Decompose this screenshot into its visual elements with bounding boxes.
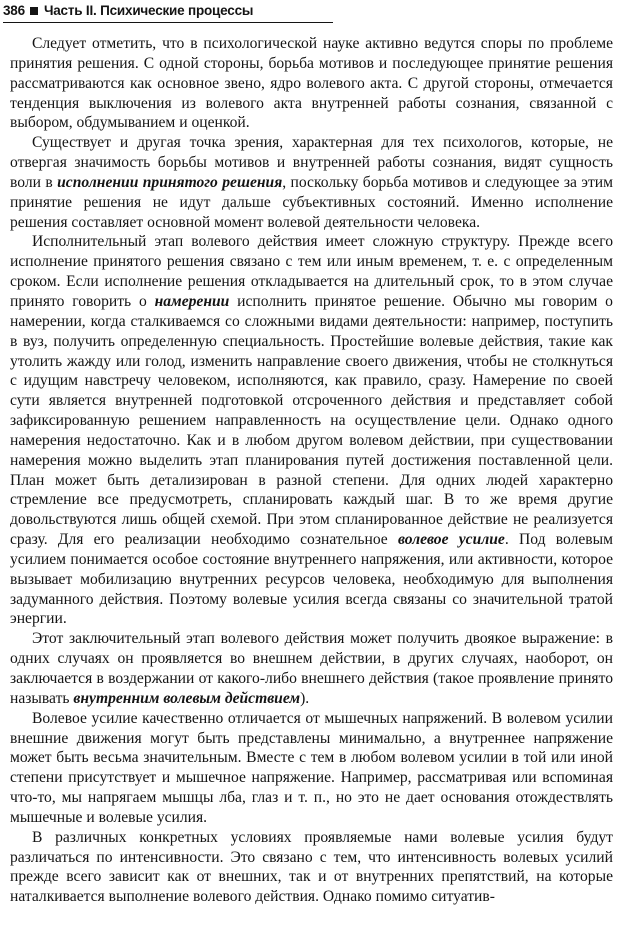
text-run: . Под волевым усилием понимается особое состояние внутреннего напряжения, или активности, которое вызывает мобилизацию внутренних ресурсов человека, необходимую для выполнения задуманного действия. Поэтому волевые усилия всегда связаны со значительной тратой энергии. <box>10 531 613 628</box>
text-run: , поскольку борьба мотивов и следующее за этим принятие решения не идут дальше субъективных состояний. Именно исполнение решения составляет основной момент волевой деятельности человека. <box>10 173 613 231</box>
text-run: ). <box>300 689 310 707</box>
text-run: Существует и другая точка зрения, характерная для тех психологов, которые, не отвергая значимость борьбы мотивов и внутренней работы сознания, видят сущность воли в <box>10 134 613 191</box>
running-header <box>3 1 333 23</box>
emphasis-term: намерении <box>154 292 230 310</box>
text-run: Этот заключительный этап волевого действия может получить двоякое выражение: в одних случаях он проявляется во внешнем действии, в других случаях, наоборот, он заключается в воздержании от какого-либо внешнего действия (такое проявление принято называть <box>10 630 613 707</box>
emphasis-term: внутренним волевым действием <box>73 689 301 707</box>
square-bullet-icon <box>30 7 38 15</box>
text-run: В различных конкретных условиях проявляемые нами волевые усилия будут различаться по интенсивности. Это связано с тем, что интенсивность волевых усилий прежде всего зависит как от внешних, так и от внутренних препятствий, на которые наталкивается выполнение волевого действия. Однако помимо ситуатив- <box>10 828 613 906</box>
page-number: 386 <box>3 3 25 18</box>
paragraph-2 <box>10 133 613 232</box>
section-title: Часть II. Психические процессы <box>43 3 254 18</box>
paragraph-4 <box>10 629 613 708</box>
text-run: Волевое усилие качественно отличается от мышечных напряжений. В волевом усилии внешние движения могут быть представлены минимально, а внутреннее напряжение может быть весьма значительным. Вместе с тем в любом волевом усилии в той или иной степени присутствует и мышечное напряжение. Например, рассматривая или вспоминая что-то, мы напрягаем мышцы лба, глаз и т. п., но это не дает основания отождествлять мышечные и волевые усилия. <box>10 709 613 826</box>
paragraph-5 <box>10 709 613 828</box>
text-run: Исполнительный этап волевого действия имеет сложную структуру. Прежде всего исполнение принятого решения связано с тем или иным временем, т. е. с определенным сроком. Если исполнение решения откладывается на длительный срок, то в этом случае принято говорить о <box>10 233 613 310</box>
text-run: исполнить принятое решение. Обычно мы говорим о намерении, когда сталкиваемся со сложными видами деятельности: например, поступить в вуз, получить определенную специальность. Простейшие волевые действия, такие как утолить жажду или голод, изменить направление своего движения, чтобы не столкнуться с идущим навстречу человеком, исполняются, как правило, сразу. Намерение по своей сути является внутренней подготовкой отсроченного действия и представляет собой зафиксированную решением направленность на осуществление цели. Однако одного намерения недостаточно. Как и в любом другом волевом действии, при существовании намерения можно выделить этап планирования путей достижения поставленной цели. План может быть детализирован в разной степени. Для одних людей характерно стремление все предусмотреть, спланировать каждый шаг. В то же время другие довольствуются лишь общей схемой. При этом спланированное действие не реализуется сразу. Для его реализации необходимо сознательное <box>10 292 613 549</box>
paragraph-1 <box>10 34 613 133</box>
text-run: Следует отметить, что в психологической науке активно ведутся споры по проблеме принятия решения. С одной стороны, борьба мотивов и последующее принятие решения рассматриваются как основное звено, ядро волевого акта. С другой стороны, отмечается тенденция выключения из волевого акта внутренней работы сознания, связанной с выбором, обдумыванием и оценкой. <box>10 35 613 132</box>
emphasis-term: волевое усилие <box>397 531 505 549</box>
paragraph-3 <box>10 232 613 629</box>
body-text <box>10 34 613 907</box>
emphasis-term: исполнении принятого решения <box>57 173 283 191</box>
paragraph-6 <box>10 828 613 907</box>
